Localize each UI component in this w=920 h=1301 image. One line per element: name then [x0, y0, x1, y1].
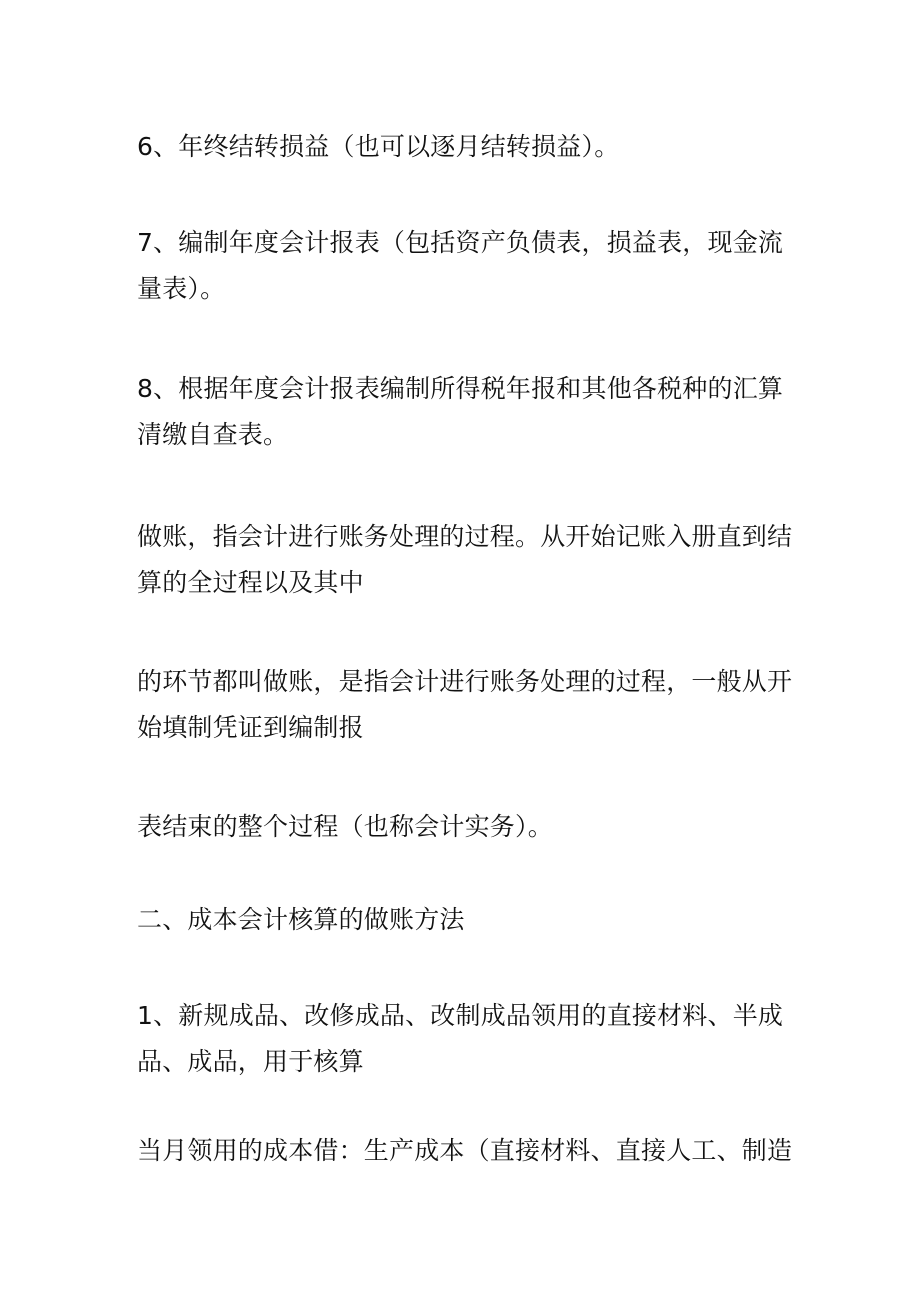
paragraph-section-2-cost [137, 1128, 793, 1174]
text-line: 做账，指会计进行账务处理的过程。从开始记账入册直到结 [137, 522, 793, 551]
paragraph-item-7 [137, 220, 787, 312]
text-line: 始填制凭证到编制报 [137, 713, 364, 742]
text-line: 8、根据年度会计报表编制所得税年报和其他各税种的汇算 [137, 374, 784, 403]
paragraph-item-6 [137, 124, 787, 170]
text-line: 品、成品，用于核算 [137, 1047, 364, 1076]
paragraph-item-8 [137, 366, 787, 458]
paragraph-definition-3 [137, 804, 787, 850]
paragraph-definition-1 [137, 514, 793, 606]
heading-text: 二、成本会计核算的做账方法 [137, 905, 465, 934]
text-line: 1、新规成品、改修成品、改制成品领用的直接材料、半成 [137, 1001, 784, 1030]
text-line: 的环节都叫做账，是指会计进行账务处理的过程，一般从开 [137, 667, 793, 696]
paragraph-definition-2 [137, 659, 793, 751]
text-line: 量表）。 [137, 274, 226, 303]
text-line: 当月领用的成本借：生产成本（直接材料、直接人工、制造 [137, 1136, 793, 1165]
paragraph-section-2-item-1 [137, 993, 787, 1085]
text-line: 表结束的整个过程（也称会计实务）。 [137, 812, 553, 841]
section-heading [137, 897, 787, 943]
text-line: 6、年终结转损益（也可以逐月结转损益）。 [137, 132, 620, 161]
text-line: 7、编制年度会计报表（包括资产负债表，损益表，现金流 [137, 228, 784, 257]
text-line: 算的全过程以及其中 [137, 568, 364, 597]
text-line: 清缴自查表。 [137, 420, 289, 449]
